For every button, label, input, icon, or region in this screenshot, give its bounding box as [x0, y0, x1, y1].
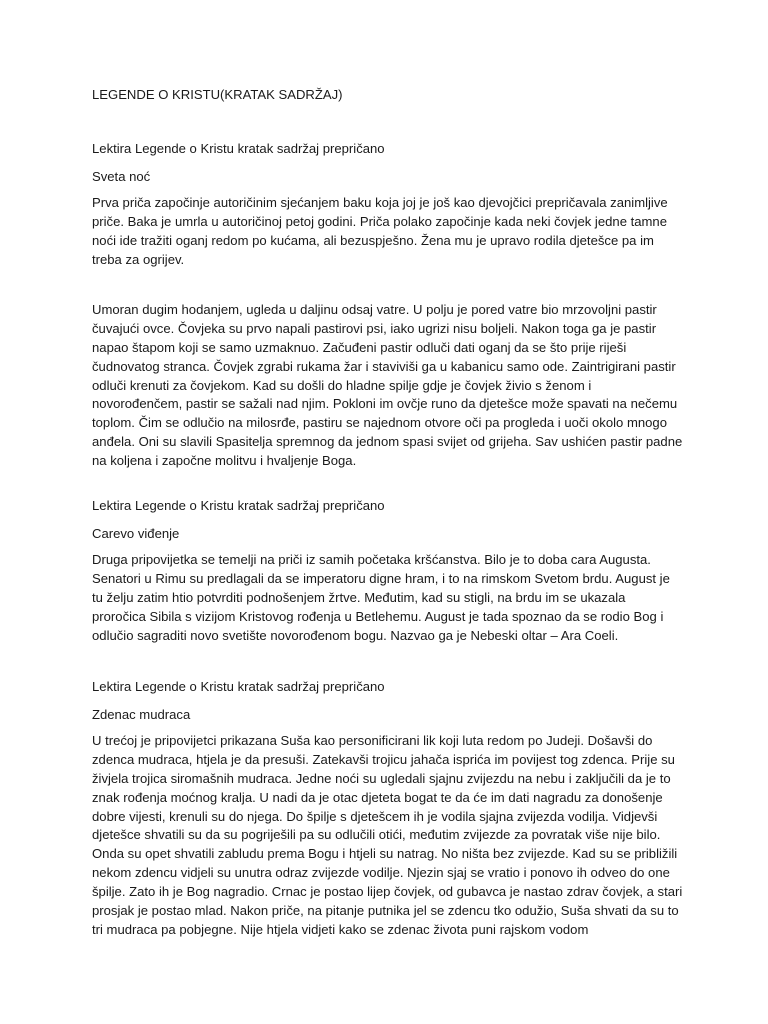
paragraph-line: nekom zdencu vidjeli su unutra odraz zvijezde vodilje. Njezin sjaj se vratio i ponovo ih odveo do one: [92, 865, 670, 881]
document-title: [92, 86, 682, 105]
paragraph-line: Druga pripovijetka se temelji na priči iz samih početaka kršćanstva. Bilo je to doba cara Augusta.: [92, 552, 651, 567]
paragraph-line: prosjak je postao mlad. Nakon priče, na pitanje putnika jel se zdencu tko odužio, Suša shvati da su to: [92, 903, 679, 919]
paragraph-line: priče. Baka je umrla u autoričinoj petoj godini. Priča polako započinje kada neki čovjek jedne tamne: [92, 213, 667, 229]
paragraph-line: znak rođenja moćnog kralja. U nadi da je otac djeteta bogat te da će im dati nagradu za donošenje: [92, 789, 663, 805]
paragraph-line: čudnovatog stranca. Čovjek zgrabi rukama žar i staviviši ga u kabanicu samo ode. Zaintrigirani pastir: [92, 358, 676, 374]
paragraph-line: Senatori u Rimu su predlagali da se imperatoru digne hram, i to na rimskom Svetom brdu. August je: [92, 570, 670, 586]
paragraph-line: tri mudraca pa pobjegne. Nije htjela vidjeti kako se zdenac života puni rajskom vodom: [92, 921, 589, 937]
subtitle-line: Sveta noć: [92, 169, 151, 184]
section-3-heading: [92, 678, 682, 697]
paragraph-line: novorođenčem, pastir se sažali nad njim. Pokloni im ovčje runo da djetešce može spavati na nečemu: [92, 396, 678, 412]
paragraph-line: živjela trojica siromašnih mudraca. Jedne noći su ugledali sjajnu zvijezdu na nebu i zaključili da je to: [92, 770, 671, 786]
paragraph-line: Prva priča započinje autoričinim sjećanjem baku koja joj je još kao djevojčici prepričavala zanimljive: [92, 195, 668, 210]
paragraph-line: odluči krenuti za čovjekom. Kad su došli do hladne spilje gdje je čovjek živio s ženom i: [92, 377, 592, 393]
paragraph-line: špilje. Zato ih je Bog nagradio. Crnac je postao lijep čovjek, od gubavca je nastao zdrav čovjek, a stari: [92, 884, 683, 900]
paragraph-line: toplom. Čim se odlučio na milosrđe, pastiru se najednom otvore oči pa progleda i uoči okolo mnogo: [92, 415, 667, 431]
section-1-paragraph-1: [92, 194, 682, 270]
section-2-subtitle: [92, 525, 682, 544]
heading-line: Lektira Legende o Kristu kratak sadržaj prepričano: [92, 141, 385, 156]
title-line: LEGENDE O KRISTU(KRATAK SADRŽAJ): [92, 87, 343, 102]
paragraph-line: čuvajući ovce. Čovjeka su prvo napali pastirovi psi, iako ugrizi nisu boljeli. Nakon toga ga je pastir: [92, 320, 657, 336]
subtitle-line: Carevo viđenje: [92, 526, 180, 541]
section-1-heading: [92, 140, 682, 159]
paragraph-line: zdenca mudraca, htjela je da presuši. Zatekavši trojicu jahača isprića im povijest tog zdenca. Prije su: [92, 751, 675, 767]
paragraph-line: treba za ogrijev.: [92, 251, 185, 267]
section-1-subtitle: [92, 168, 682, 187]
paragraph-line: napao štapom koji se samo uzmaknuo. Začuđeni pastir odluči dati oganj da se što prije riješi: [92, 339, 627, 355]
section-1-paragraph-2: [92, 301, 682, 471]
heading-line: Lektira Legende o Kristu kratak sadržaj prepričano: [92, 498, 385, 513]
section-3-subtitle: [92, 706, 682, 725]
paragraph-line: djetešce shvatili su da su pogriješili pa su odlučili otići, međutim zvijezde za povratak više nije bilo.: [92, 827, 661, 843]
paragraph-line: noći ide tražiti oganj redom po kućama, ali bezuspješno. Žena mu je upravo rodila djetešce pa im: [92, 232, 654, 248]
heading-line: Lektira Legende o Kristu kratak sadržaj prepričano: [92, 679, 385, 694]
section-2-paragraph-1: [92, 551, 682, 645]
paragraph-line: dobre vijesti, krenuli su do njega. Do špilje s djetešcem ih je vodila sjajna zvijezda vodilja. Vidjevši: [92, 808, 658, 824]
paragraph-line: odlučio sagraditi novo svetište novorođenom bogu. Nazvao ga je Nebeski oltar – Ara Coeli.: [92, 627, 619, 643]
section-3-paragraph-1: [92, 732, 682, 940]
paragraph-line: tu želju zatim htio potvrditi podnošenjem žrtve. Međutim, kad su stigli, na brdu im se ukazala: [92, 589, 626, 605]
paragraph-line: Onda su opet shvatili zabludu prema Bogu i htjeli su natrag. No ništa bez zvijezde. Kad su se približili: [92, 846, 678, 862]
paragraph-line: U trećoj je pripovijetci prikazana Suša kao personificirani lik koji luta redom po Judeji. Došavši do: [92, 733, 653, 748]
paragraph-line: anđela. Oni su slavili Spasitelja spremnog da jednom spasi svijet od grijeha. Sav ushićen pastir padne: [92, 434, 683, 450]
subtitle-line: Zdenac mudraca: [92, 707, 191, 722]
paragraph-line: Umoran dugim hodanjem, ugleda u daljinu odsaj vatre. U polju je pored vatre bio mrzovoljni pastir: [92, 302, 657, 317]
section-2-heading: [92, 497, 682, 516]
paragraph-line: na koljena i započne molitvu i hvaljenje Boga.: [92, 453, 357, 469]
paragraph-line: proročica Sibila s vizijom Kristovog rođenja u Betlehemu. August je tada spoznao da se rodio Bog i: [92, 608, 664, 624]
